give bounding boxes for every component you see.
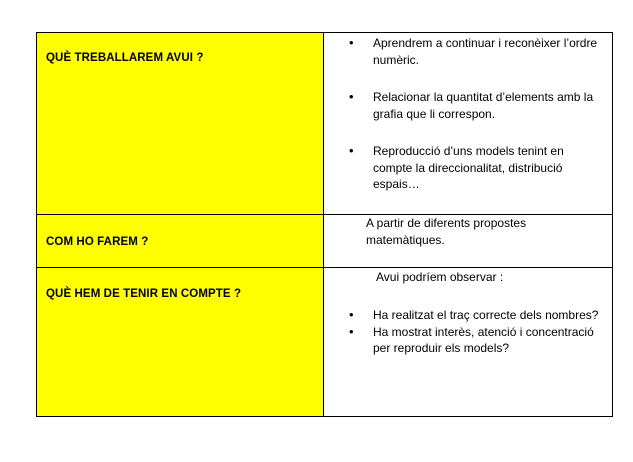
- objectives-list: [324, 35, 612, 193]
- content-cell: [324, 33, 613, 215]
- label-cell: [37, 33, 324, 215]
- table-row: [37, 33, 613, 215]
- observation-list: [324, 307, 612, 357]
- list-item: • Ha realitzat el traç correcte dels nombres?: [324, 307, 612, 324]
- list-item: • Aprendrem a continuar i reconèixer l’ordre numèric.: [324, 35, 612, 68]
- label-cell: [37, 215, 324, 268]
- label-cell: [37, 268, 324, 417]
- list-item: • Relacionar la quantitat d’elements amb la grafia que li correspon.: [324, 89, 612, 122]
- planning-table: [36, 32, 613, 417]
- row-label-what: QUÈ TREBALLAREM AVUI ?: [46, 52, 204, 64]
- table-row: [37, 268, 613, 417]
- observation-intro: Avui podríem observar :: [376, 270, 504, 284]
- list-item: • Reproducció d’uns models tenint en compte la direccionalitat, distribució espais…: [324, 143, 612, 193]
- table-row: [37, 215, 613, 268]
- row-label-consider: QUÈ HEM DE TENIR EN COMPTE ?: [46, 288, 242, 300]
- list-item: • Ha mostrat interès, atenció i concentració per reproduir els models?: [324, 324, 612, 357]
- content-cell: [324, 268, 613, 417]
- content-cell: [324, 215, 613, 268]
- row-label-how: COM HO FAREM ?: [46, 236, 149, 248]
- method-text: A partir de diferents propostes matemàtiques.: [366, 216, 527, 247]
